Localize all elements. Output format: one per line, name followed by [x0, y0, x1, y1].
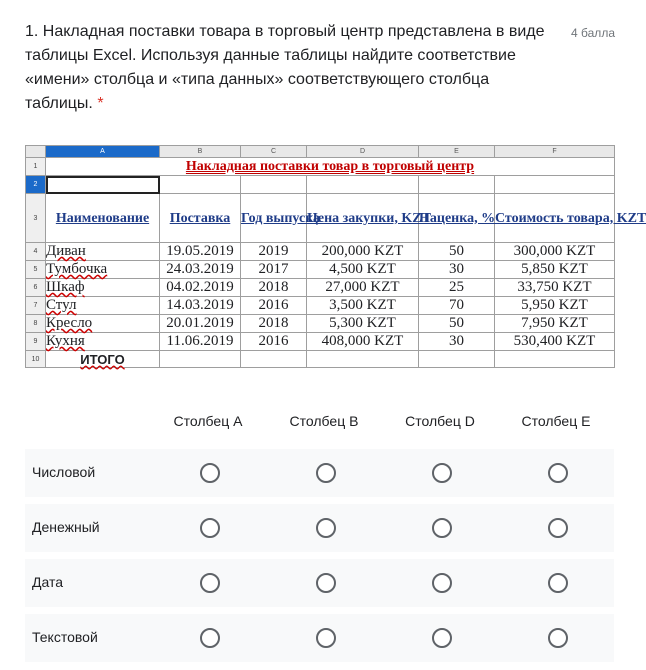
data-cell: 2018 [241, 279, 307, 297]
radio-button[interactable] [200, 573, 220, 593]
grid-row-label: Числовой [32, 464, 96, 480]
empty-cell [307, 351, 419, 368]
data-cell: Кухня [46, 333, 160, 351]
grid-row-label: Текстовой [32, 629, 98, 645]
grid-row-label: Денежный [32, 519, 100, 535]
column-letter: B [160, 146, 241, 158]
empty-cell [495, 351, 615, 368]
sheet-row [26, 261, 615, 279]
sheet-row [26, 315, 615, 333]
required-mark: * [97, 95, 104, 112]
data-cell: Диван [46, 243, 160, 261]
data-cell: Шкаф [46, 279, 160, 297]
empty-cell [241, 351, 307, 368]
column-letter: A [46, 146, 160, 158]
radio-button[interactable] [432, 573, 452, 593]
radio-button[interactable] [316, 463, 336, 483]
row-number: 5 [26, 261, 46, 279]
column-letter: D [307, 146, 419, 158]
data-cell: Тумбочка [46, 261, 160, 279]
data-cell: 3,500 KZT [307, 297, 419, 315]
column-letters-row [26, 146, 615, 158]
data-cell: 30 [419, 333, 495, 351]
grid-column-headers [150, 413, 614, 433]
data-cell: 50 [419, 243, 495, 261]
grid-column-header: Столбец A [173, 413, 243, 429]
row-number: 2 [26, 176, 46, 194]
data-cell: 14.03.2019 [160, 297, 241, 315]
row-number: 9 [26, 333, 46, 351]
question-title [25, 20, 560, 116]
data-cell: 2019 [241, 243, 307, 261]
row-number: 7 [26, 297, 46, 315]
radio-button[interactable] [548, 518, 568, 538]
empty-cell [241, 176, 307, 194]
data-cell: 5,300 KZT [307, 315, 419, 333]
empty-cell [419, 176, 495, 194]
radio-button[interactable] [316, 573, 336, 593]
radio-button[interactable] [548, 573, 568, 593]
grid-column-header: Столбец B [289, 413, 359, 429]
data-cell: 2018 [241, 315, 307, 333]
total-label: ИТОГО [46, 351, 160, 368]
grid-column-header: Столбец D [405, 413, 475, 429]
data-cell: 530,400 KZT [495, 333, 615, 351]
radio-button[interactable] [200, 628, 220, 648]
column-letter: E [419, 146, 495, 158]
data-cell: Кресло [46, 315, 160, 333]
header-cell: Стоимость товара, KZT [495, 194, 615, 243]
data-cell: 11.06.2019 [160, 333, 241, 351]
data-cell: 2016 [241, 297, 307, 315]
grid-row [25, 449, 614, 497]
data-cell: 04.02.2019 [160, 279, 241, 297]
radio-button[interactable] [432, 463, 452, 483]
radio-button[interactable] [432, 518, 452, 538]
radio-button[interactable] [548, 628, 568, 648]
sheet-title: Накладная поставки товар в торговый центр [46, 158, 615, 176]
data-cell: 200,000 KZT [307, 243, 419, 261]
data-cell: 19.05.2019 [160, 243, 241, 261]
data-cell: 33,750 KZT [495, 279, 615, 297]
sheet-row [26, 158, 615, 176]
question-text: 1. Накладная поставки товара в торговый центр представлена в виде таблицы Excel. Используя данные таблицы найдите соответствие «имени» столбца и «типа данных» соответствующего столбца таблицы. [25, 23, 545, 112]
grid-row [25, 559, 614, 607]
data-cell: 408,000 KZT [307, 333, 419, 351]
data-cell: 7,950 KZT [495, 315, 615, 333]
grid-row [25, 614, 614, 662]
radio-button[interactable] [316, 518, 336, 538]
header-row [26, 194, 615, 243]
grid-row [25, 504, 614, 552]
empty-cell [160, 351, 241, 368]
data-cell: 5,950 KZT [495, 297, 615, 315]
empty-cell [307, 176, 419, 194]
data-cell: 2017 [241, 261, 307, 279]
row-number: 10 [26, 351, 46, 368]
sheet-row [26, 279, 615, 297]
sheet-row [26, 243, 615, 261]
data-cell: 70 [419, 297, 495, 315]
header-cell: Цена закупки, KZT [307, 194, 419, 243]
data-cell: 50 [419, 315, 495, 333]
points-label: 4 балла [571, 26, 615, 40]
data-cell: 30 [419, 261, 495, 279]
header-cell: Наименование [46, 194, 160, 243]
radio-button[interactable] [432, 628, 452, 648]
active-cell [46, 176, 160, 194]
data-cell: 27,000 KZT [307, 279, 419, 297]
header-cell: Год выпуска [241, 194, 307, 243]
header-cell: Поставка [160, 194, 241, 243]
data-cell: 25 [419, 279, 495, 297]
header-cell: Наценка, % [419, 194, 495, 243]
empty-cell [419, 351, 495, 368]
row-number: 6 [26, 279, 46, 297]
sheet-row [26, 176, 615, 194]
radio-button[interactable] [316, 628, 336, 648]
grid-row-label: Дата [32, 574, 64, 590]
row-number: 3 [26, 194, 46, 243]
radio-button[interactable] [548, 463, 568, 483]
radio-button[interactable] [200, 518, 220, 538]
data-cell: 24.03.2019 [160, 261, 241, 279]
column-letter: F [495, 146, 615, 158]
radio-button[interactable] [200, 463, 220, 483]
data-cell: 2016 [241, 333, 307, 351]
row-number: 4 [26, 243, 46, 261]
grid-column-header: Столбец E [521, 413, 591, 429]
sheet-row [26, 333, 615, 351]
data-cell: 5,850 KZT [495, 261, 615, 279]
row-number: 1 [26, 158, 46, 176]
data-cell: 300,000 KZT [495, 243, 615, 261]
spreadsheet-image [25, 145, 646, 388]
empty-cell [495, 176, 615, 194]
data-cell: 4,500 KZT [307, 261, 419, 279]
row-number: 8 [26, 315, 46, 333]
data-cell: Стул [46, 297, 160, 315]
column-letter: C [241, 146, 307, 158]
total-row [26, 351, 615, 368]
data-cell: 20.01.2019 [160, 315, 241, 333]
sheet-row [26, 297, 615, 315]
corner-cell [26, 146, 46, 158]
empty-cell [160, 176, 241, 194]
